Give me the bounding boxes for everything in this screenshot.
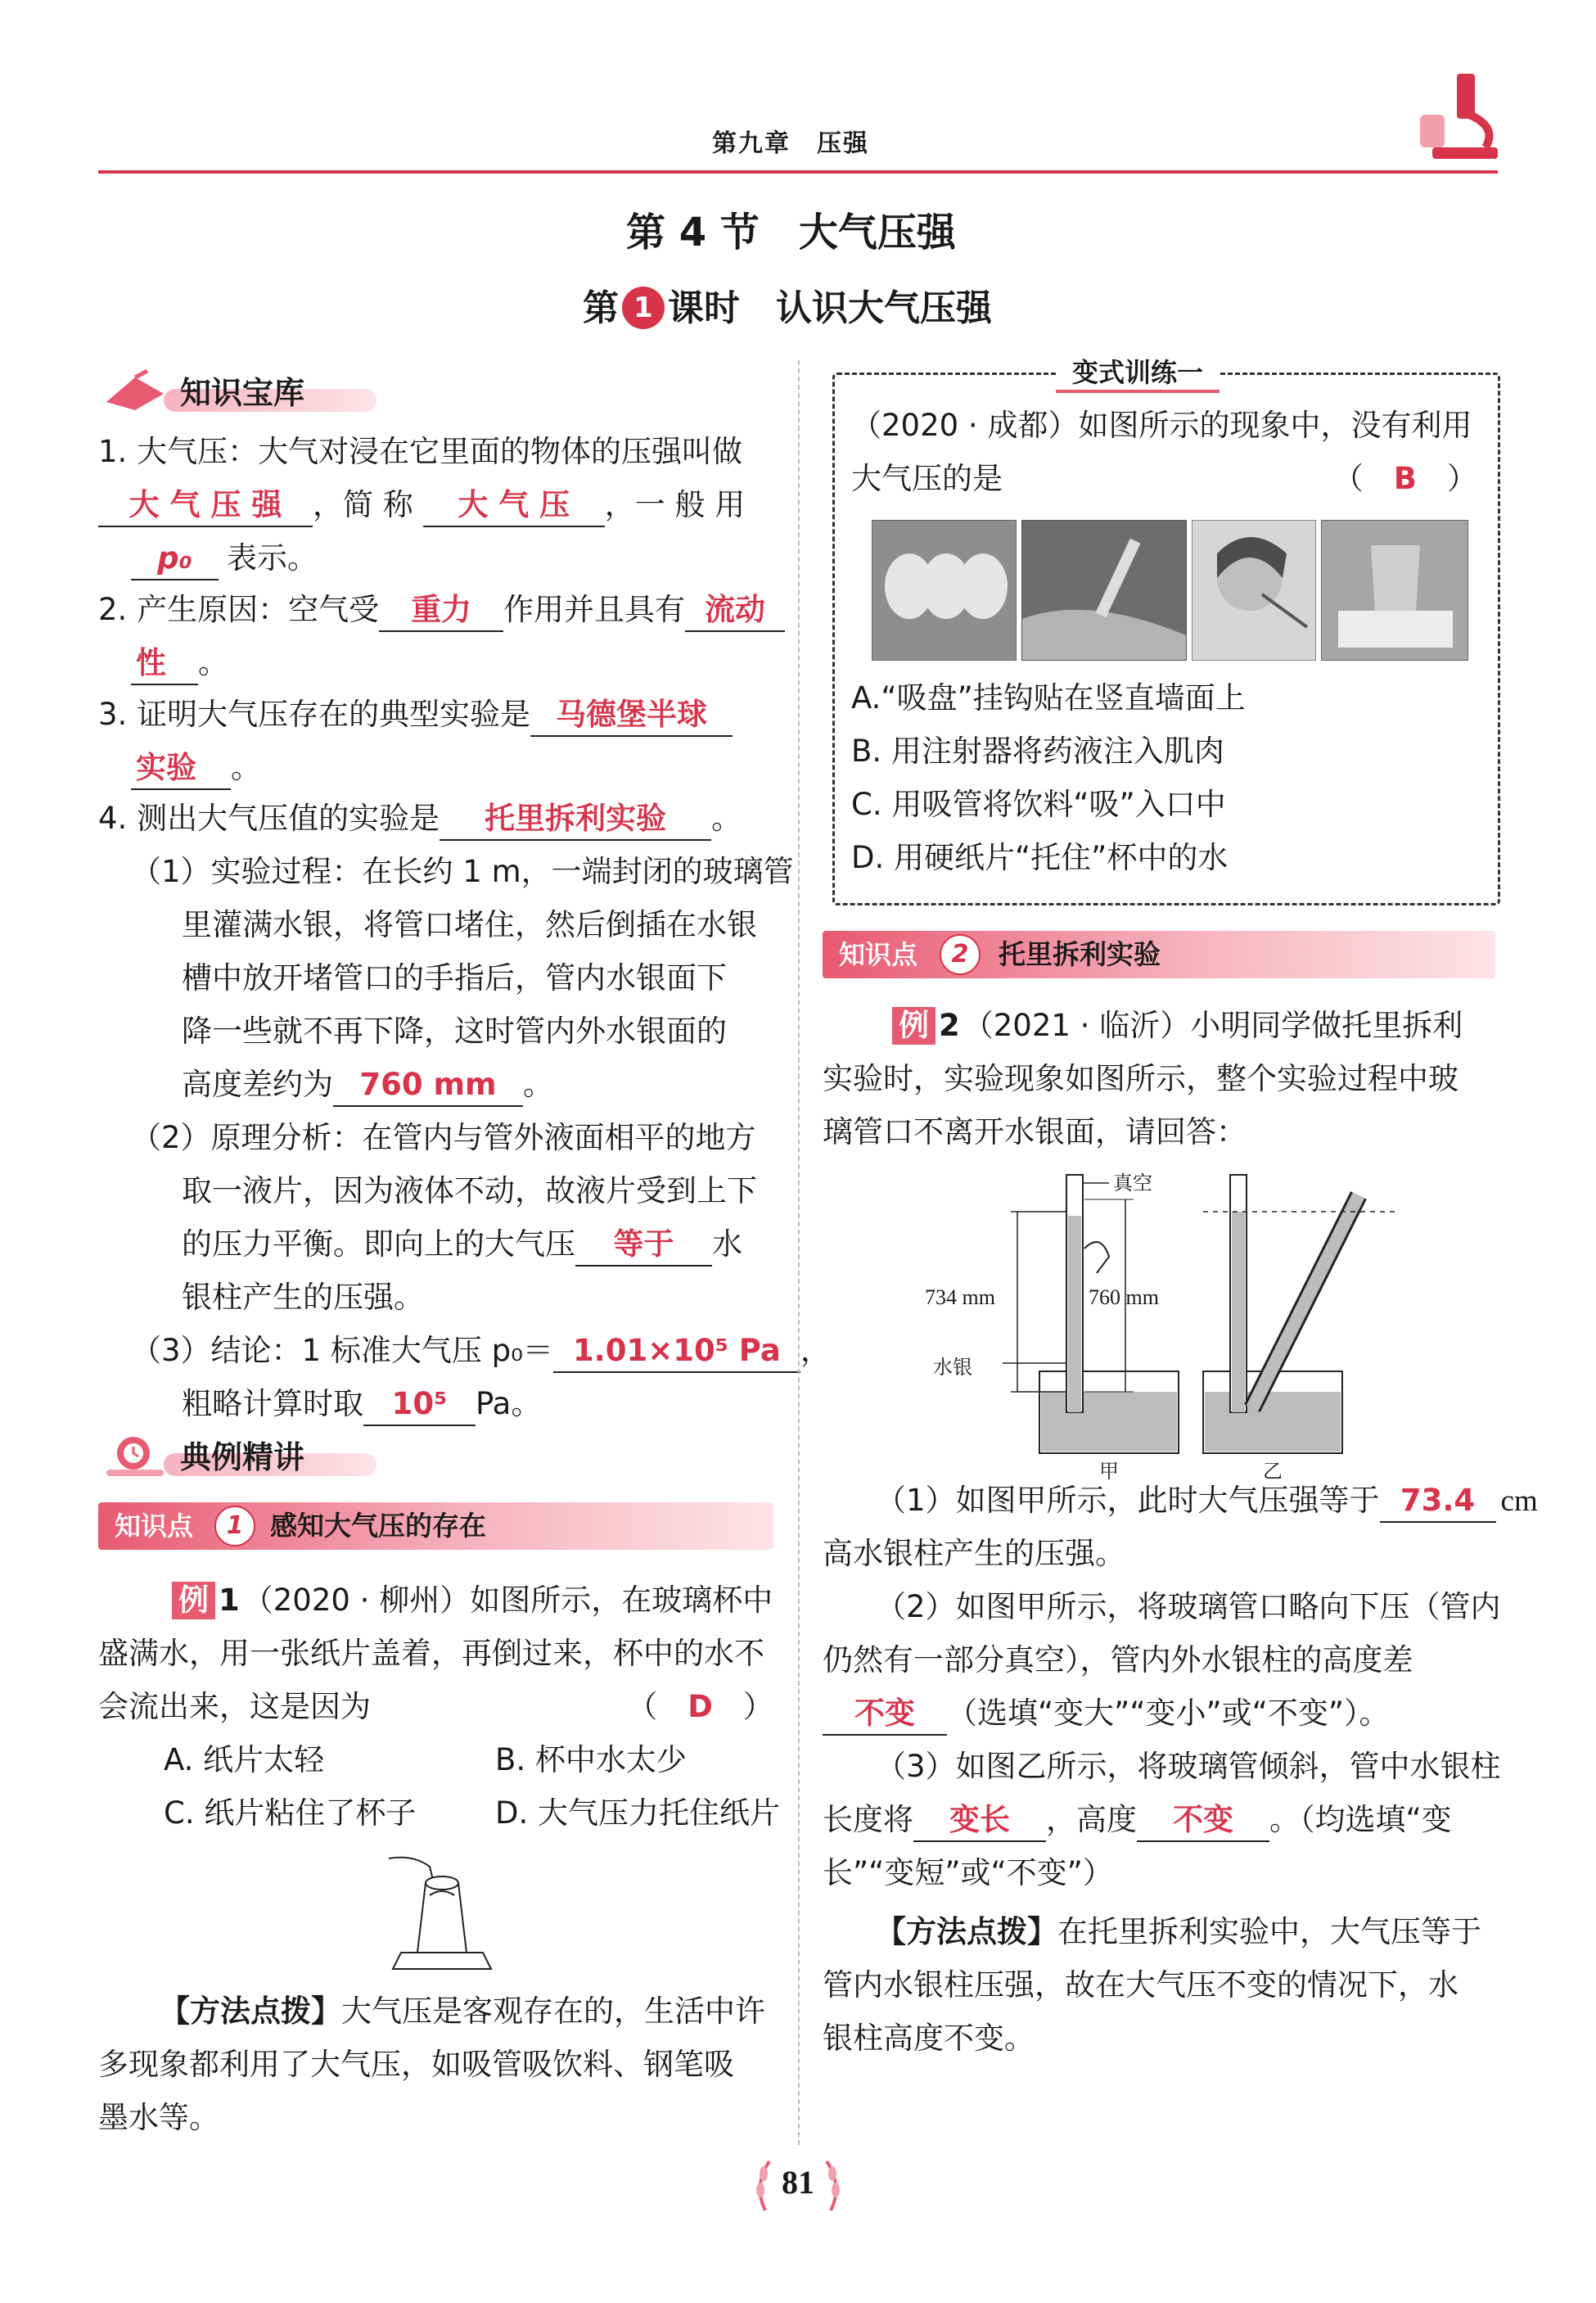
ex2-line2: 实验时，实验现象如图所示，整个实验过程中玻 (823, 1061, 1458, 1096)
k1-line3: p₀ 表示。 (131, 538, 318, 580)
ex1-line2: 盛满水，用一张纸片盖着，再倒过来，杯中的水不 (98, 1636, 764, 1671)
k4-p1-l1: （1）实验过程：在长约 1 m，一端封闭的玻璃管 (131, 854, 794, 889)
v1-option-c: C. 用吸管将饮料“吸”入口中 (851, 787, 1226, 822)
kp2-number: 2 (940, 934, 981, 975)
fig-760-label: 760 mm (1089, 1285, 1159, 1309)
k4-p1-l2: 里灌满水银，将管口堵住，然后倒插在水银 (182, 907, 757, 942)
page-header (0, 0, 1596, 188)
k4-p2-l3: 的压力平衡。即向上的大气压 等于 水 (182, 1224, 742, 1267)
lesson-prefix: 第 (583, 287, 619, 329)
method1-line3: 墨水等。 (98, 2100, 219, 2135)
fig-vacuum-label: 真空 (1113, 1172, 1152, 1194)
ex2-line1: 例 2 （2021 · 临沂）小明同学做托里拆利 (892, 1005, 1463, 1046)
fig-734-label: 734 mm (925, 1285, 995, 1309)
q3-answer-2: 不变 (1137, 1800, 1269, 1842)
syringe-icon (1022, 521, 1186, 660)
inverted-cup-figure (381, 1850, 503, 1973)
v1-option-d: D. 用硬纸片“托住”杯中的水 (851, 840, 1229, 875)
k4-p1-answer: 760 mm (333, 1064, 523, 1107)
q1-line2: 高水银柱产生的压强。 (823, 1536, 1125, 1571)
k2-answer-2: 流动 (685, 589, 785, 632)
microscope-icon (1408, 65, 1514, 172)
lesson-suffix: 课时 认识大气压强 (668, 287, 992, 329)
kp1-tag: 知识点 (115, 1510, 194, 1542)
v1-answer-bracket: （ B ） (1332, 461, 1477, 496)
suction-cup-icon (872, 521, 1016, 660)
q3-answer-1: 变长 (913, 1800, 1046, 1842)
ex2-tag: 例 (892, 1007, 936, 1045)
page-number: 81 (782, 2164, 814, 2201)
q3-line3: 长”“变短”或“不变”） (823, 1855, 1113, 1890)
ex1-number: 1 (219, 1583, 240, 1618)
q1-answer: 73.4 (1380, 1480, 1496, 1523)
kp2-title: 托里拆利实验 (999, 938, 1161, 970)
k2-line2: 性 。 (131, 643, 228, 685)
person-straw-icon (1192, 521, 1315, 660)
method1-line1: 【方法点拨】大气压是客观存在的，生活中许 (160, 1994, 765, 2029)
method1-line2: 多现象都利用了大气压，如吸管吸饮料、钢笔吸 (98, 2047, 734, 2082)
q2-line2: 仍然有一部分真空），管内外水银柱的高度差 (823, 1642, 1413, 1678)
header-rule (98, 170, 1498, 174)
k4-p3-l2: 粗略计算时取 10⁵ Pa。 (182, 1384, 541, 1426)
inverted-glass-icon (1322, 521, 1468, 660)
photo-suction-hooks (872, 520, 1017, 661)
kp2-tag: 知识点 (839, 939, 918, 970)
variant-title: 变式训练一 (1056, 352, 1220, 393)
k4-answer-1: 托里拆利实验 (440, 798, 711, 841)
k2-line1: 2. 产生原因：空气受 重力 作用并且具有 流动 (98, 589, 785, 632)
q2-line3: 不变 （选填“变大”“变小”或“不变”）。 (823, 1693, 1390, 1736)
k1-answer-2: 大 气 压 (423, 485, 605, 527)
k4-p2-l4: 银柱产生的压强。 (182, 1280, 424, 1315)
k4-p3-answer-1: 1.01×10⁵ Pa (553, 1330, 800, 1373)
k4-p1-l3: 槽中放开堵管口的手指后，管内水银面下 (182, 960, 727, 996)
k1-line2: 大 气 压 强 ，简 称 大 气 压 ，一 般 用 (98, 485, 745, 527)
method1-tag: 【方法点拨】 (160, 1994, 341, 2029)
lesson-number-badge: 1 (622, 287, 665, 329)
ex2-number: 2 (939, 1008, 960, 1043)
ex1-answer: D (688, 1689, 713, 1724)
k1-line1: 1. 大气压：大气对浸在它里面的物体的压强叫做 (98, 434, 743, 469)
k2-answer-1: 重力 (379, 589, 503, 632)
k4-p1-l4: 降一些就不再下降，这时管内外水银面的 (182, 1014, 727, 1049)
k3-answer-1b: 实验 (131, 747, 231, 790)
q3-line1: （3）如图乙所示，将玻璃管倾斜，管中水银柱 (876, 1749, 1501, 1784)
v1-option-a: A.“吸盘”挂钩贴在竖直墙面上 (851, 680, 1246, 716)
ex2-line3: 璃管口不离开水银面，请回答： (823, 1114, 1247, 1149)
kp1-number: 1 (214, 1506, 255, 1547)
k4-p3-answer-2: 10⁵ (363, 1384, 476, 1426)
examples-heading-text: 典例精讲 (180, 1439, 305, 1475)
k1-answer-1: 大 气 压 强 (98, 485, 313, 527)
method2-line3: 银柱高度不变。 (823, 2021, 1035, 2056)
k3-line2: 实验 。 (131, 747, 261, 790)
ex1-option-b: B. 杯中水太少 (495, 1742, 687, 1777)
q1-line1: （1）如图甲所示，此时大气压强等于 73.4 cm (876, 1480, 1538, 1523)
v1-line2: 大气压的是 （ B ） (851, 458, 1477, 499)
method2-line2: 管内水银柱压强，故在大气压不变的情况下，水 (823, 1967, 1458, 2003)
k3-line1: 3. 证明大气压存在的典型实验是 马德堡半球 (98, 694, 733, 737)
k2-answer-2b: 性 (131, 643, 198, 685)
photo-straw-drinking (1192, 520, 1316, 661)
k4-line1: 4. 测出大气压值的实验是 托里拆利实验 。 (98, 798, 742, 841)
photo-card-holding-water (1321, 520, 1468, 661)
book-icon (102, 369, 168, 412)
q2-line1: （2）如图甲所示，将玻璃管口略向下压（管内 (876, 1589, 1501, 1624)
v1-line1: （2020 · 成都）如图所示的现象中，没有利用 (851, 408, 1472, 443)
ex1-option-a: A. 纸片太轻 (164, 1742, 325, 1777)
k3-answer-1: 马德堡半球 (530, 694, 733, 737)
ex1-line3: 会流出来，这是因为 （ D ） (98, 1687, 773, 1727)
v1-option-b: B. 用注射器将药液注入肌肉 (851, 734, 1224, 769)
k1-answer-3: p₀ (131, 538, 219, 580)
ex1-line1: 例 1 （2020 · 柳州）如图所示，在玻璃杯中 (172, 1580, 773, 1621)
page-number-badge (749, 2153, 847, 2219)
k4-p2-l2: 取一液片，因为液体不动，故液片受到上下 (182, 1173, 757, 1208)
lesson-title (583, 278, 992, 331)
section-title: 第 4 节 大气压强 (626, 210, 956, 255)
column-divider (798, 360, 800, 2145)
alarm-clock-icon (102, 1432, 168, 1478)
ex1-option-c: C. 纸片粘住了杯子 (164, 1795, 417, 1831)
v1-answer: B (1393, 461, 1417, 496)
ex1-tag: 例 (172, 1582, 215, 1619)
k4-p2-answer: 等于 (575, 1224, 712, 1267)
q2-answer: 不变 (823, 1693, 947, 1736)
knowledge-heading (102, 364, 381, 415)
torricelli-diagram (921, 1167, 1412, 1478)
q3-line2: 长度将 变长 ，高度 不变 。（均选填“变 (823, 1800, 1452, 1842)
photo-injection (1021, 520, 1187, 661)
fig-jia-label: 甲 (1099, 1460, 1119, 1483)
knowledge-heading-text: 知识宝库 (180, 375, 305, 411)
examples-heading (102, 1429, 381, 1479)
k4-p3-l1: （3）结论：1 标准大气压 p₀＝ 1.01×10⁵ Pa ， (131, 1330, 831, 1373)
k4-p1-l5: 高度差约为 760 mm 。 (182, 1064, 553, 1107)
ex1-option-d: D. 大气压力托住纸片 (495, 1795, 781, 1831)
kp1-title: 感知大气压的存在 (270, 1510, 486, 1542)
torricelli-figure (921, 1167, 1412, 1483)
ex1-answer-bracket: （ D ） (627, 1689, 773, 1724)
fig-yi-label: 乙 (1263, 1460, 1283, 1483)
fig-mercury-label: 水银 (933, 1356, 972, 1379)
k4-p2-l1: （2）原理分析：在管内与管外液面相平的地方 (131, 1120, 756, 1155)
method2-tag: 【方法点拨】 (876, 1914, 1057, 1949)
chapter-label: 第九章 压强 (712, 129, 869, 158)
method2-line1: 【方法点拨】在托里拆利实验中，大气压等于 (876, 1914, 1481, 1949)
